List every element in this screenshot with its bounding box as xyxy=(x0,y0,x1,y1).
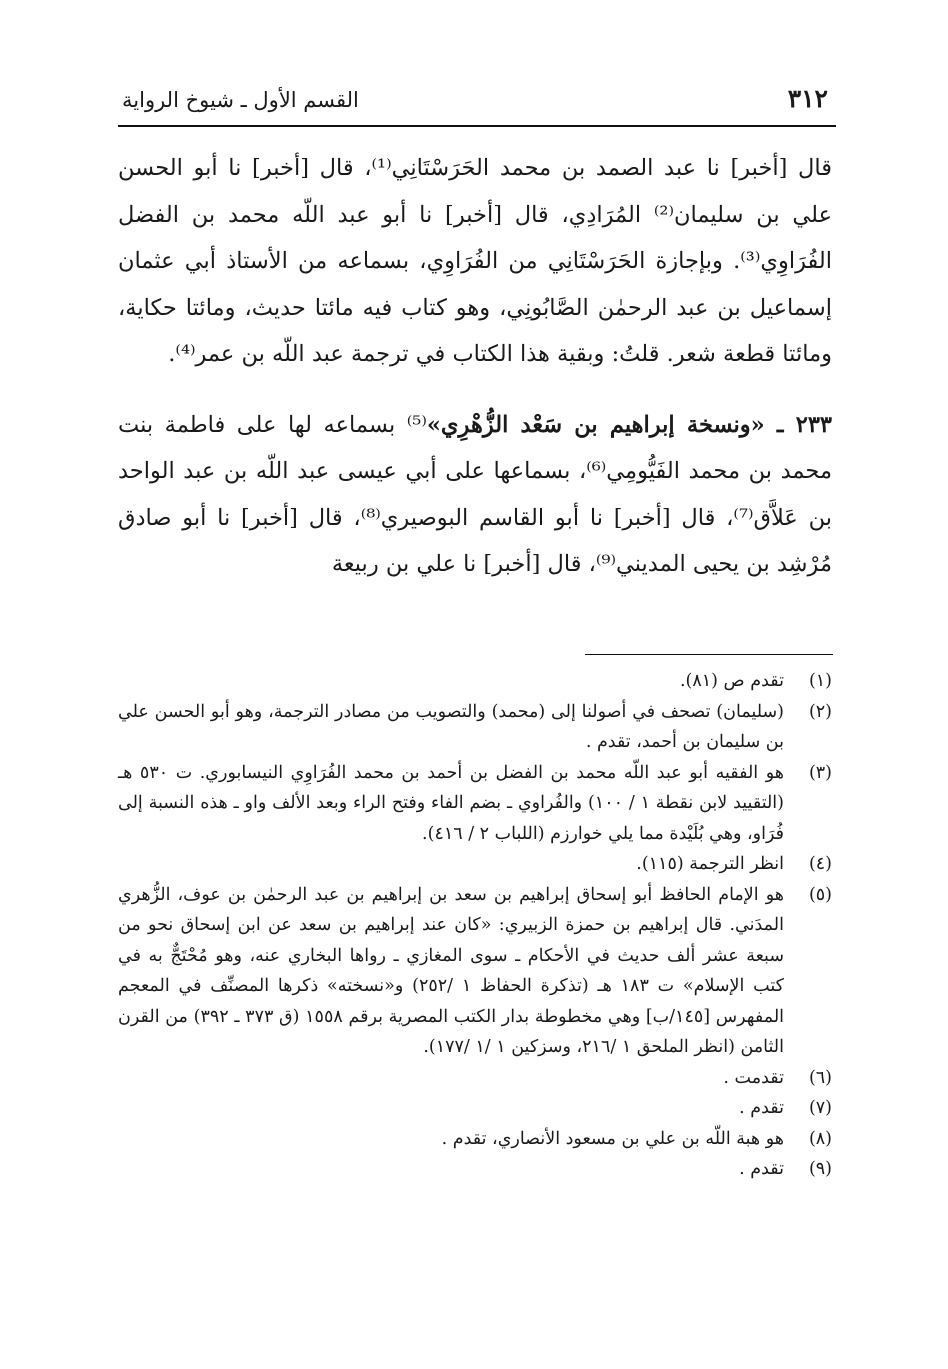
footnote-1 xyxy=(118,666,832,697)
paragraph-1: قال [أخبر] نا عبد الصمد بن محمد الحَرَسْتَانِي⁽¹⁾، قال [أخبر] نا أبو الحسن علي بن سليمان⁽²⁾ المُرَادِي، قال [أخبر] نا أبو عبد اللّه محمد بن الفضل الفُرَاوِي⁽³⁾. وبإجازة الحَرَسْتَانِي من الفُرَاوِي، بسماعه من الأستاذ أبي عثمان إسماعيل بن عبد الرحمٰن الصَّابُونِي، وهو كتاب فيه مائتا حديث، ومائتا حكاية، ومائتا قطعة شعر. قلتُ: وبقية هذا الكتاب في ترجمة عبد اللّه بن عمر⁽⁴⁾. xyxy=(118,155,832,367)
footnote-number: (٣) xyxy=(808,762,832,783)
footnote-text: تقدم ص (٨١). xyxy=(679,671,784,691)
footnote-text: هو الفقيه أبو عبد اللّه محمد بن الفضل بن أحمد بن محمد الفُرَاوِي النيسابوري. ت ٥٣٠ هـ (التقييد لابن نقطة ١ / ١٠٠) والفُراوي ـ بضم الفاء وفتح الراء وبعد الألف واو ـ هذه النسبة إلى فُرَاو، وهي بُلَيْدة مما يلي خوارزم (اللباب ٢ / ٤١٦). xyxy=(118,762,784,844)
running-title: القسم الأول ـ شيوخ الرواية xyxy=(122,88,359,112)
footnote-text: تقدم . xyxy=(739,1159,784,1179)
main-text xyxy=(118,145,832,588)
page-number: ٣١٢ xyxy=(787,84,828,113)
footnote-9 xyxy=(118,1154,832,1185)
footnote-text: (سليمان) تصحف في أصولنا إلى (محمد) والتصويب من مصادر الترجمة، وهو أبو الحسن علي بن سليمان بن أحمد، تقدم . xyxy=(118,701,784,752)
footnote-rule xyxy=(585,654,833,655)
footnote-5 xyxy=(118,880,832,1063)
footnote-number: (٧) xyxy=(808,1098,832,1118)
footnote-number: (٤) xyxy=(808,854,832,874)
footnote-3 xyxy=(118,758,832,850)
footnote-text: انظر الترجمة (١١٥). xyxy=(636,854,784,874)
footnote-number: (٩) xyxy=(808,1159,832,1179)
footnote-number: (٦) xyxy=(808,1067,832,1088)
footnote-text: تقدم . xyxy=(739,1098,784,1118)
footnote-8 xyxy=(118,1124,832,1155)
footnote-number: (٥) xyxy=(808,884,832,905)
footnote-2 xyxy=(118,697,832,758)
footnote-text: تقدمت . xyxy=(723,1067,784,1088)
footnote-4 xyxy=(118,849,832,880)
footnote-7 xyxy=(118,1093,832,1124)
footnote-number: (١) xyxy=(808,671,832,691)
entry-233 xyxy=(118,402,832,588)
header-rule xyxy=(118,125,836,127)
footnote-6 xyxy=(118,1063,832,1094)
footnote-number: (٢) xyxy=(808,701,832,722)
footnote-text: هو الإمام الحافظ أبو إسحاق إبراهيم بن سعد بن إبراهيم بن عبد الرحمٰن بن عوف، الزُّهري المدَني. قال إبراهيم بن حمزة الزبيري: «كان عند إبراهيم بن سعد عن ابن إسحاق نحو من سبعة عشر ألف حديث في الأحكام ـ سوى المغازي ـ رواها البخاري عنه، وهو مُحْتَجٌّ به في كتب الإسلام» ت ١٨٣ هـ (تذكرة الحفاظ ١ /٢٥٢) و«نسخته» ذكرها المصنِّف في المعجم المفهرس [١٤٥/ب] وهي مخطوطة بدار الكتب المصرية برقم ١٥٥٨ (ق ٣٧٣ ـ ٣٩٢) من القرن الثامن (انظر الملحق ١ /٢١٦، وسزكين ١ /١ /١٧٧). xyxy=(118,884,785,1057)
footnote-text: هو هبة اللّه بن علي بن مسعود الأنصاري، تقدم . xyxy=(441,1128,784,1149)
footnotes xyxy=(118,666,832,1185)
footnote-number: (٨) xyxy=(808,1128,832,1149)
entry-233-title: ٢٣٣ ـ «ونسخة إبراهيم بن سَعْد الزُّهْرِي» xyxy=(426,411,832,438)
entry-233-text: ⁽⁵⁾ بسماعه لها على فاطمة بنت محمد بن محمد الفَيُّومِي⁽⁶⁾، بسماعها على أبي عيسى عبد اللّه بن عبد الواحد بن عَلاَّق⁽⁷⁾، قال [أخبر] نا أبو القاسم البوصيري⁽⁸⁾، قال [أخبر] نا أبو صادق مُرْشِد بن يحيى المديني⁽⁹⁾، قال [أخبر] نا علي بن ربيعة xyxy=(118,411,832,577)
